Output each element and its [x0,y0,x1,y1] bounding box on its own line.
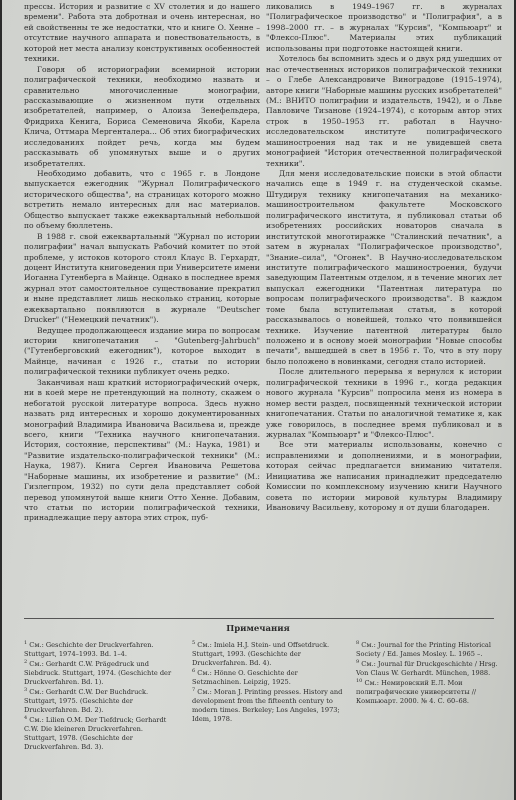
paragraph: Для меня исследовательские поиски в этой области начались еще в 1949 г. на студенческой скамье. Штудируя технику книгопечатания на механико-машиностроительном факультете Московского полиграфического института, я публиковал статьи об изобретениях российских новаторов сначала в институтской многотиражке "Сталинский печатник", а затем в журналах "Полиграфическое производство", "Знание–сила", "Огонек". В Научно-исследовательском институте полиграфического машиностроения, будучи заведующим Патентным отделом, я в течение многих лет выпускал ежегодники "Патентная литература по вопросам полиграфического производства". В каждом томе была вступительная статья, в которой рассказывалось о новейшей, только что появившейся технике. Изучение патентной литературы было положено и в основу моей монографии "Новые способы печати", вышедшей в свет в 1956 г. То, что в эту пору было положено в новинками, сегодня стало историей. [266,169,502,366]
right-text-column [266,2,502,513]
footnote: $^1$ См.: Geschichte der Druckverfahren. Stuttgart, 1974–1993. Bd. 1–4. [24,640,154,658]
notes-column [24,640,176,752]
footnote: $^2$ См.: Gerhardt C.W. Prägedruck und Siebdruck. Stuttgart, 1974. (Geschichte der Druckverfahren. Bd. 1). [24,659,172,686]
paragraph: Хотелось бы вспомнить здесь и о двух ряд ушедших от нас отечественных историков полиграфической техники – о Глебе Александровиче Виноградове (1915–1974), авторе книги "Наборные машины русских изобретателей" (М.: ВНИТО полиграфии и издательств, 1942), и о Льве Павловиче Тизанове (1924–1974), с которым автор этих строк в 1950–1953 гг. работал в Научно-исследовательском институте полиграфического машиностроения над так и не увидевшей света монографией "История отечественной полиграфической техники". [266,54,502,168]
paragraph: Необходимо добавить, что с 1965 г. в Лондоне выпускается ежегодник "Журнал Полиграфического исторического общества", на страницах которого можно встретить немало интересных для нас материалов. Общество выпускает также ежеквартальный небольшой по объему бюллетень. [24,169,260,231]
paragraph: Говоря об историографии всемирной истории полиграфической техники, необходимо назвать и сравнительно многочисленные монографии, рассказывающие о жизненном пути отдельных изобретателей, например, о Алоиза Зенефельдера, Фридриха Кенига, Бориса Семеновича Якоби, Карела Клича, Оттмара Мергенталера... Об этих биографических исследованиях пойдет речь, когда мы будем рассказывать об упомянутых выше и о других изобретателях. [24,64,260,168]
paragraph: В 1988 г. свой ежеквартальный "Журнал по истории полиграфии" начал выпускать Рабочий комитет по этой проблеме, у истоков которого стоял Клаус В. Герхардт, доцент Института книговедения при Университете имени Иоганна Гутенберга в Майнце. Однако в последнее время журнал этот самостоятельное существование прекратил и ныне представляет лишь несколько страниц, которые ежеквартально появляются в журнале "Deutscher Drucker" ("Немецкий печатник"). [24,231,260,325]
paragraph: Заканчивая наш краткий историографический очерк, ни в коей мере не претендующий на полноту, скажем о небогатой русской литературе вопроса. Здесь нужно назвать ряд интересных и хорошо документированных монографий Владимира Ивановича Васильева и, прежде всего, книги "Техника научного книгопечатания. История, состояние, перспективы" (М.: Наука, 1981) и "Развитие издательско-полиграфической техники" (М.: Наука, 1987). Книга Сергея Ивановича Решетова "Наборные машины, их изобретение и развитие" (М.: Гизлегпром, 1932) по сути дела представляет собой перевод упомянутой выше книги Отто Хенне. Добавим, что статьи по истории полиграфической техники, принадлежащие перу автора этих строк, пуб- [24,377,260,523]
paragraph: Все эти материалы использованы, конечно с исправлениями и дополнениями, и в монографии, которая сейчас предлагается вниманию читателя. Инициатива же написания принадлежит председателю Комиссии по комплексному изучению книги Научного совета по истории мировой культуры Владимиру Ивановичу Васильеву, которому я от души благодарен. [266,440,502,512]
book-page [2,0,514,800]
left-text-column [24,2,260,524]
paragraph: Ведущее продолжающееся издание мира по вопросам истории книгопечатания – "Gutenberg-Jahrbuch" ("Гутенберговский ежегодник"), которое выходит в Майнце, начиная с 1926 г., статьи по истории полиграфической техники публикует очень редко. [24,325,260,377]
notes-column [356,640,506,706]
footnote: $^{10}$ См.: Немировский Е.Л. Мои полиграфические университеты // Компьюарт. 2000. № 4. С. 60–68. [356,678,477,706]
notes-divider [24,618,494,619]
footnote: $^4$ См.: Lilien O.M. Der Tiefdruck; Gerhardt C.W. Die kleineren Druckverfahren. Stuttgart, 1978. (Geschichte der Druckverfahren. Bd. 3). [24,715,167,751]
paragraph: прессы. История и развитие с XV столетия и до нашего времени". Работа эта добротная и очень интересная, но ей свойственны те же недостатки, что и книге О. Хенне – отсутствие научного аппарата и повествовательность, в которой нет места анализу конструктивных особенностей техники. [24,2,260,64]
paragraph: ликовались в 1949–1967 гг. в журналах "Полиграфическое производство" и "Полиграфия", а в 1998–2000 гг. – в журналах "Курсив", "Компьюарт" и "Флексо-Плюс". Материалы этих публикаций использованы при подготовке настоящей книги. [266,2,502,53]
paragraph: После длительного перерыва я вернулся к истории полиграфической техники в 1996 г., когда редакция нового журнала "Курсив" попросила меня из номера в номер вести раздел, посвященный технической истории книгопечатания. Статьи по аналогичной тематике я, как уже говорилось, в последнее время публиковал и в журналах "Компьюарт" и "Флексо-Плюс". [266,367,502,439]
notes-heading: Примечания [226,624,290,634]
footnote: $^5$ См.: Imiela H.J. Stein- und Offsetdruck. Stuttgart, 1993. (Geschichte der Druckverfahren. Bd. 4). [192,640,330,667]
footnote: $^8$ См.: Journal for the Printing Historical Society / Ed. James Mosley. L. 1965 –. [356,640,491,658]
footnote: $^7$ См.: Moran J. Printing presses. History and development from the fifteenth century to modern times. Berkeley; Los Angeles, 1973; Idem, 1978. [192,687,343,723]
footnote: $^6$ См.: Hönne O. Geschichte der Setzmachinen. Leipzig, 1925. [192,667,298,686]
footnote: $^9$ См.: Journal für Druckgeschichte / Hrsg. Von Claus W. Gerhardt. München, 1988. [356,659,498,678]
notes-column [192,640,344,724]
footnote: $^3$ См.: Gerhardt C.W. Der Buchdruck. Stuttgart, 1975. (Geschichte der Druckverfahren. Bd. 2). [24,687,149,714]
